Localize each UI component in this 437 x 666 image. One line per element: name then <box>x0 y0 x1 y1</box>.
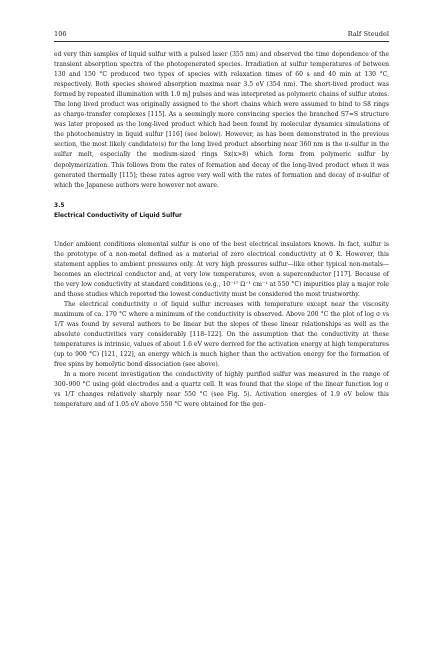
paragraph-recent-investigation: In a more recent investigation the conductivity of highly purified sulfur was measured in the range of 300–900 °C using gold electrodes and a quartz cell. It was found that the slope of the linear function log σ vs 1/T changes relatively sharply near 550 °C (see Fig. 5). Activation energies of 1.9 eV below this temperature and of 1.05 eV above 550 °C were obtained for the gen- <box>54 371 389 409</box>
section-title: Electrical Conductivity of Liquid Sulfur <box>54 212 182 219</box>
running-header <box>54 29 389 42</box>
paragraph-intro: Under ambient conditions elemental sulfur is one of the best electrical insulators known. In fact, sulfur is the prototype of a non-metal defined as a material of zero electrical conductivity at 0 K. However, this statement applies to ambient pressures only. At very high pressures sulfur—like other typical non-metals—becomes an electrical conductor and, at very low temperatures, even a superconductor [117]. Because of the very low conductivity at standard conditions (e.g., 10⁻¹⁷ Ω⁻¹ cm⁻¹ at 550 °C) impurities play a major role and those studies which reported the lowest conductivity must be considered the most trustworthy. <box>54 240 389 298</box>
page-number: 106 <box>54 30 67 38</box>
paragraph-conductivity: The electrical conductivity σ of liquid sulfur increases with temperature except near the viscosity maximum of ca. 170 °C where a minimum of the conductivity is observed. Above 200 °C the plot of log σ vs 1/T was found by several authors to be linear but the slopes of these linear relationships as well as the absolute conductivities vary considerably [118–122]. On the assumption that the conductivity at these temperatures is intrinsic, values of about 1.6 eV were derived for the activation energy at high temperatures (up to 900 °C) [121, 122], an energy which is much higher than the activation energy for the formation of free spins by homolytic bond dissociation (see above). <box>54 300 389 369</box>
paragraph-continued: ed very thin samples of liquid sulfur with a pulsed laser (355 nm) and observed the time dependence of the transient absorption spectra of the photogenerated species. Irradiation at sulfur temperatures of between 130 and 150 °C produced two types of species with relaxation times of 60 s and 40 min at 130 °C, respectively. Both species showed absorption maxima near 3.5 eV (354 nm). The short-lived product was formed by repeated illumination with 1.0 mJ pulses and was interpreted as polymeric chains of sulfur atoms. The long lived product was originally assigned to the short chains which were assumed to bind to S8 rings as charge-transfer complexes [115]. As a seemingly more convincing species the branched S7=S structure was later proposed as the long-lived product which had been found by molecular dynamics simulations of the photochemistry in liquid sulfur [116] (see below). However, as has been demonstrated in the previous section, the most likely candidate(s) for the long lived product absorbing near 360 nm is the π-sulfur in the sulfur melt, especially the medium-sized rings Sx(x>8) which form from polymeric sulfur by depolymerization. This follows from the rates of formation and decay of the long-lived product when it was generated thermally [115]; these rates agree very well with the rates of formation and decay of π-sulfur of which the Japanese authors were however not aware. <box>54 51 389 189</box>
section-number: 3.5 <box>54 202 65 209</box>
page <box>54 29 389 410</box>
running-header-author: Ralf Steudel <box>347 30 389 38</box>
